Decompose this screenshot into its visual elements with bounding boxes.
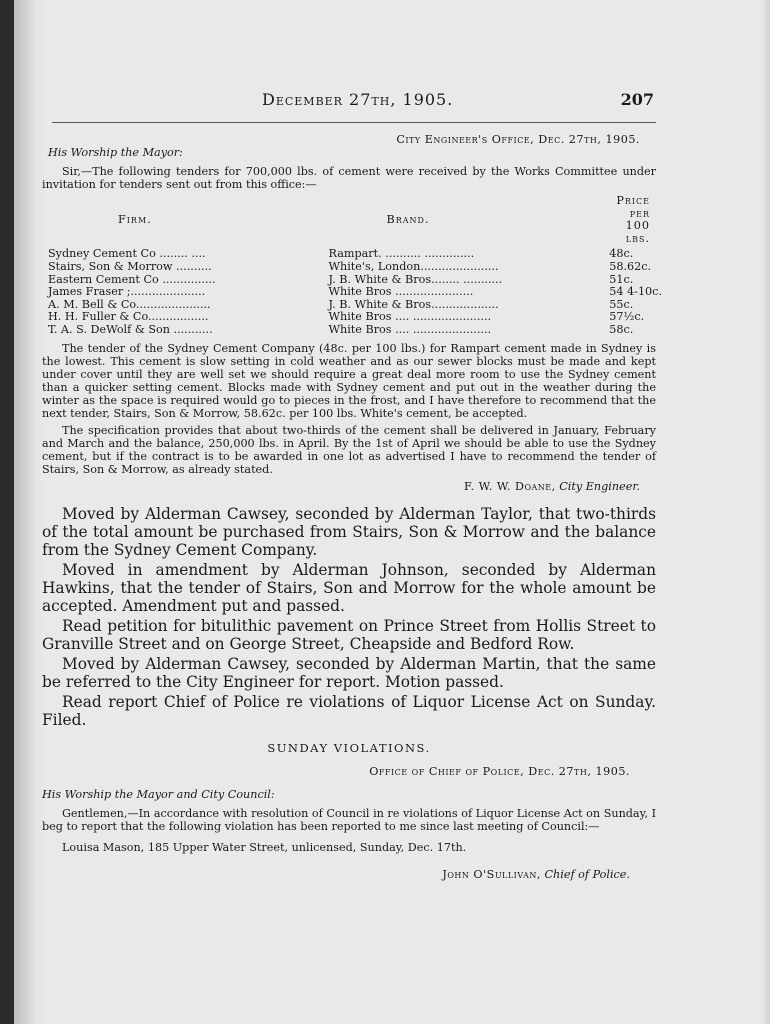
page-number: 207	[620, 90, 654, 109]
table-row	[48, 286, 662, 299]
engineer-intro: Sir,—The following tenders for 700,000 lbs. of cement were received by the Works Committee under invitation for tenders sent out from this office:—	[42, 165, 656, 191]
header-brand: Brand.	[386, 212, 430, 226]
cell-price: 58c.	[609, 322, 634, 336]
police-signature-name: John O'Sullivan,	[442, 867, 541, 881]
running-head-title: December 27th, 1905.	[262, 90, 454, 109]
engineer-office-line: City Engineer's Office, Dec. 27th, 1905.	[396, 133, 640, 146]
cell-firm: James Fraser ;.....................	[48, 285, 206, 299]
cell-brand: White's, London......................	[328, 259, 499, 273]
header-firm: Firm.	[118, 212, 152, 226]
cell-firm: Eastern Cement Co ...............	[48, 272, 216, 286]
tender-table-header	[48, 194, 662, 248]
book-binding	[0, 0, 14, 1024]
police-office-line: Office of Chief of Police, Dec. 27th, 1905.	[369, 764, 630, 778]
cell-brand: J. B. White & Bros...................	[328, 297, 499, 311]
engineer-signature-name: F. W. W. Doane,	[464, 479, 556, 493]
cell-price: 58.62c.	[609, 259, 652, 273]
cell-price: 54 4-10c.	[609, 285, 662, 299]
cell-brand: White Bros ......................	[328, 285, 474, 299]
minute-paragraph: Read report Chief of Police re violations of Liquor License Act on Sunday. Filed.	[42, 692, 656, 729]
running-head	[42, 88, 656, 114]
cell-firm: T. A. S. DeWolf & Son ...........	[48, 322, 213, 336]
police-salutation: His Worship the Mayor and City Council:	[42, 787, 275, 801]
cell-price: 55c.	[609, 297, 634, 311]
cell-firm: H. H. Fuller & Co.................	[48, 310, 209, 324]
cell-brand: Rampart. .......... ..............	[328, 247, 475, 261]
minute-paragraph: Read petition for bitulithic pavement on Prince Street from Hollis Street to Granville Street and on George Street, Cheapside and Bedford Row.	[42, 616, 656, 653]
engineer-signature	[42, 480, 640, 493]
engineer-letter	[42, 133, 662, 493]
police-signature	[42, 868, 630, 881]
page-gutter-shadow	[14, 0, 44, 1024]
police-body: Gentlemen,—In accordance with resolution of Council in re violations of Liquor License Act on Sunday, I beg to report that the following violation has been reported to me since last meeting of Council:—	[42, 806, 656, 833]
cell-brand: White Bros .... ......................	[328, 322, 492, 336]
table-row	[48, 261, 662, 274]
cell-brand: J. B. White & Bros........ ...........	[328, 272, 503, 286]
cell-firm: Sydney Cement Co ........ ....	[48, 247, 206, 261]
cell-brand: White Bros .... ......................	[328, 310, 492, 324]
cell-firm: A. M. Bell & Co.....................	[48, 297, 211, 311]
page-content	[42, 88, 662, 881]
minute-paragraph: Moved by Alderman Cawsey, seconded by Alderman Taylor, that two-thirds of the total amount be purchased from Stairs, Son & Morrow and the balance from the Sydney Cement Company.	[42, 504, 656, 559]
cell-price: 48c.	[609, 247, 634, 261]
engineer-paragraph-1: The tender of the Sydney Cement Company (48c. per 100 lbs.) for Rampart cement made in Sydney is the lowest. This cement is slow setting in cold weather and as our sewer blocks must be made and kept under cover until they are well set we should require a great deal more room to use the Sydney cement than a quicker setting cement. Blocks made with Sydney cement and put out in the weather during the winter as the space is required would go to pieces in the frost, and I have therefore to recommend that the next tender, Stairs, Son & Morrow, 58.62c. per 100 lbs. White's cement, be accepted.	[42, 341, 656, 420]
tender-table	[48, 194, 662, 337]
police-signature-title: Chief of Police.	[544, 867, 630, 881]
police-report	[42, 741, 656, 881]
minute-paragraph: Moved in amendment by Alderman Johnson, seconded by Alderman Hawkins, that the tender of Stairs, Son and Morrow for the whole amount be accepted. Amendment put and passed.	[42, 560, 656, 615]
police-report-heading: SUNDAY VIOLATIONS.	[267, 740, 431, 755]
cell-price: 51c.	[609, 272, 634, 286]
engineer-paragraph-2: The specification provides that about two-thirds of the cement shall be delivered in January, February and March and the balance, 250,000 lbs. in April. By the 1st of April we should be able to use the Sydney cement, but if the contract is to be awarded in one lot as advertised I have to recommend the tender of Stairs, Son & Morrow, as already stated.	[42, 423, 656, 476]
header-rule	[52, 122, 656, 123]
police-violation: Louisa Mason, 185 Upper Water Street, unlicensed, Sunday, Dec. 17th.	[62, 840, 467, 854]
header-price: Price per 100 lbs.	[616, 194, 650, 245]
council-minutes	[42, 505, 656, 729]
engineer-signature-title: City Engineer.	[559, 479, 640, 493]
page-edge	[762, 0, 770, 1024]
minute-paragraph: Moved by Alderman Cawsey, seconded by Alderman Martin, that the same be referred to the City Engineer for report. Motion passed.	[42, 654, 656, 691]
engineer-salutation: His Worship the Mayor:	[48, 146, 183, 159]
table-row	[48, 324, 662, 337]
cell-price: 57½c.	[609, 310, 645, 324]
cell-firm: Stairs, Son & Morrow ..........	[48, 259, 212, 273]
